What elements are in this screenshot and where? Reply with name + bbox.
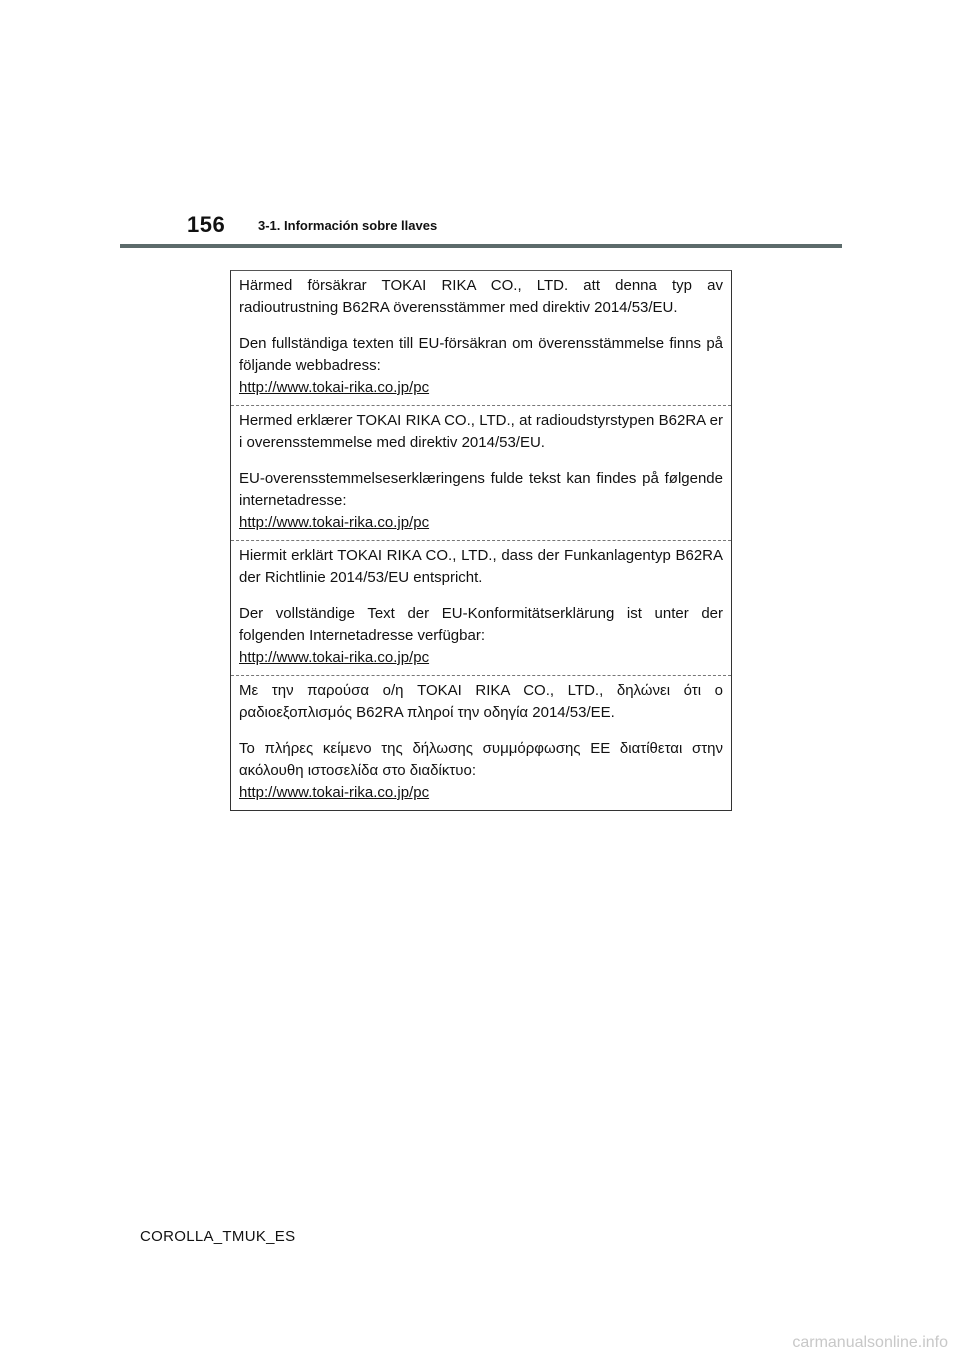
availability-text: Den fullständiga texten till EU-försäkran om överensstämmelse finns på följande webbadress: [239, 335, 723, 374]
declaration-text: Hermed erklærer TOKAI RIKA CO., LTD., at radioudstyrstypen B62RA er i overensstemmelse med direktiv 2014/53/EU. [239, 412, 723, 451]
declaration-text: Härmed försäkrar TOKAI RIKA CO., LTD. att denna typ av radioutrustning B62RA överensstämmer med direktiv 2014/53/EU. [239, 277, 723, 316]
declaration-url-link[interactable]: http://www.tokai-rika.co.jp/pc [239, 649, 430, 666]
declaration-text: Hiermit erklärt TOKAI RIKA CO., LTD., dass der Funkanlagentyp B62RA der Richtlinie 2014/53/EU entspricht. [239, 547, 723, 586]
declaration-url-link[interactable]: http://www.tokai-rika.co.jp/pc [239, 784, 430, 801]
document-code: COROLLA_TMUK_ES [140, 1228, 296, 1245]
availability-text: EU-overensstemmelseserklæringens fulde tekst kan findes på følgende internetadresse: [239, 470, 723, 509]
page-number: 156 [187, 212, 226, 237]
declaration-section-greek [231, 675, 731, 810]
declaration-section-danish [231, 405, 731, 540]
declaration-section-german [231, 540, 731, 675]
availability-text: Το πλήρες κείμενο της δήλωσης συμμόρφωσης ΕΕ διατίθεται στην ακόλουθη ιστοσελίδα στο διαδίκτυο: [239, 740, 723, 779]
availability-text: Der vollständige Text der EU-Konformitätserklärung ist unter der folgenden Internetadresse verfügbar: [239, 605, 723, 644]
declaration-box [230, 270, 732, 811]
header-rule [120, 244, 842, 248]
declaration-url-link[interactable]: http://www.tokai-rika.co.jp/pc [239, 379, 430, 396]
declaration-section-swedish [231, 271, 731, 405]
declaration-text: Με την παρούσα ο/η TOKAI RIKA CO., LTD., δηλώνει ότι ο ραδιοεξοπλισμός B62RA πληροί την οδηγία 2014/53/ΕΕ. [239, 682, 723, 721]
declaration-url-link[interactable]: http://www.tokai-rika.co.jp/pc [239, 514, 430, 531]
section-title: 3-1. Información sobre llaves [258, 218, 438, 233]
watermark: carmanualsonline.info [792, 1334, 948, 1351]
